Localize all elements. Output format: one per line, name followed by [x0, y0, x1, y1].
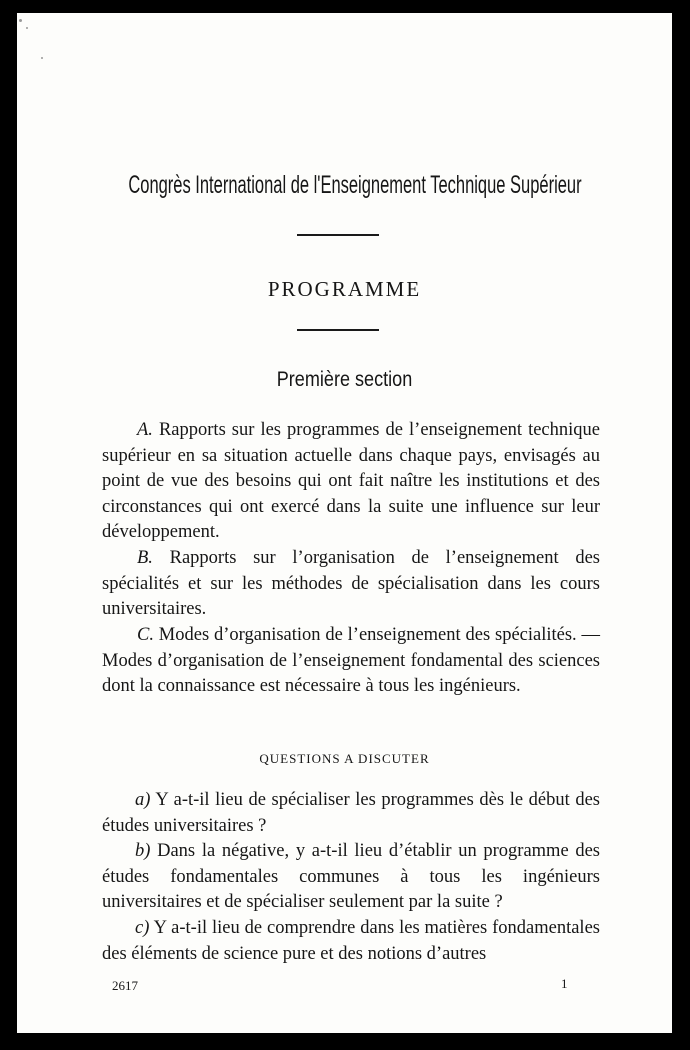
paragraph-text: Rapports sur l’organisation de l’enseignement des spécialités et sur les méthodes de spécialisation dans les cours universitaires. [102, 548, 600, 619]
paragraph-c [102, 623, 600, 700]
question-label: a) [135, 790, 151, 810]
paragraph-label: A. [137, 420, 153, 440]
question-b [102, 839, 600, 916]
paragraph-text: Rapports sur les programmes de l’enseignement technique supérieur en sa situation actuelle dans chaque pays, envisagés au point de vue des besoins qui ont fait naître les institutions et des circonstances qui ont exercé dans la suite une influence sur leur développement. [102, 420, 600, 542]
signature-mark: 2617 [112, 978, 138, 993]
paper-speck [19, 19, 22, 22]
section-heading: Première section [276, 368, 413, 391]
paragraph-label: C. [137, 625, 154, 645]
question-text: Y a-t-il lieu de spécialiser les programmes dès le début des études universitaires ? [102, 790, 600, 836]
question-label: b) [135, 841, 151, 861]
paragraph-text: Modes d’organisation de l’enseignement des spécialités. — Modes d’organisation de l’enseignement fondamental des sciences dont la connaissance est nécessaire à tous les ingénieurs. [102, 625, 600, 696]
paragraph-label: B. [137, 548, 153, 568]
programme-heading: PROGRAMME [267, 277, 422, 301]
heading-rule [297, 329, 379, 331]
question-a [102, 788, 600, 839]
paragraph-a [102, 418, 600, 546]
question-c [102, 916, 600, 967]
document-title: Congrès International de l'Enseignement Technique Supérieur [128, 171, 582, 199]
question-text: Y a-t-il lieu de comprendre dans les matières fondamentales des éléments de science pure et des notions d’autres [102, 918, 600, 964]
document-page [17, 13, 672, 1033]
page-number: 1 [561, 976, 568, 991]
question-text: Dans la négative, y a-t-il lieu d’établir un programme des études fondamentales communes à tous les ingénieurs universitaires et de spécialiser seulement par la suite ? [102, 841, 600, 912]
paragraph-b [102, 546, 600, 623]
questions-heading: QUESTIONS A DISCUTER [259, 751, 430, 766]
paper-speck [26, 27, 28, 29]
paper-speck [41, 57, 43, 59]
question-label: c) [135, 918, 150, 938]
title-rule [297, 234, 379, 236]
